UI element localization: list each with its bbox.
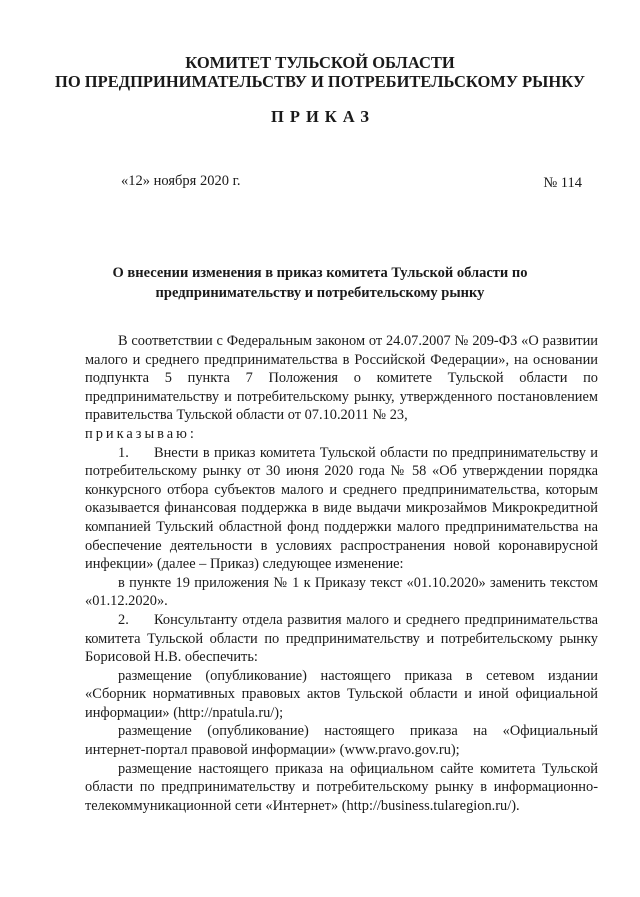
committee-name-line1: КОМИТЕТ ТУЛЬСКОЙ ОБЛАСТИ	[185, 53, 455, 72]
committee-name-line2: ПО ПРЕДПРИНИМАТЕЛЬСТВУ И ПОТРЕБИТЕЛЬСКОМУ РЫНКУ	[55, 72, 585, 91]
item-2-paragraph	[85, 611, 598, 667]
committee-name	[0, 53, 640, 91]
decree-word: приказываю:	[85, 425, 197, 442]
order-title: ПРИКАЗ	[271, 107, 375, 126]
item-1-text: Внести в приказ комитета Тульской области по предпринимательству и потребительскому рынку от 30 июня 2020 года № 58 «Об утверждении порядка конкурсного отбора субъектов малого и среднего предпринимательства, которым оказывается финансовая поддержка в виде выдачи микрозаймов Микрокредитной компанией Тульский областной фонд поддержки малого предпринимательства на обеспечение деятельности в условиях распространения новой коронавирусной инфекции» (далее – Приказ) следующее изменение:	[85, 444, 598, 573]
item-2-c-paragraph: размещение настоящего приказа на официальном сайте комитета Тульской области по предпринимательству и потребительскому рынку в информационно-телекоммуникационной сети «Интернет» (http://business.tularegion.ru/).	[85, 760, 598, 814]
item-2-b-paragraph: размещение (опубликование) настоящего приказа на «Официальный интернет-портал правовой информации» (www.pravo.gov.ru);	[85, 723, 598, 759]
item-1-number: 1.	[118, 444, 129, 461]
item-2-number: 2.	[118, 611, 129, 628]
order-subject	[60, 264, 580, 303]
order-subject-line1: О внесении изменения в приказ комитета Тульской области по	[112, 265, 528, 281]
order-body	[85, 332, 598, 815]
decree-paragraph	[85, 425, 598, 444]
item-2-a-paragraph: размещение (опубликование) настоящего приказа в сетевом издании «Сборник нормативных правовых актов Тульской области и иной официальной информации» (http://npatula.ru/);	[85, 667, 598, 721]
order-subject-line2: предпринимательству и потребительскому рынку	[155, 284, 485, 301]
item-2-text: Консультанту отдела развития малого и среднего предпринимательства комитета Тульской области по предпринимательству и потребительскому рынку Борисовой Н.В. обеспечить:	[85, 611, 598, 666]
item-1-paragraph	[85, 444, 598, 574]
item-1-change-paragraph: в пункте 19 приложения № 1 к Приказу текст «01.10.2020» заменить текстом «01.12.2020».	[85, 574, 598, 610]
intro-paragraph: В соответствии с Федеральным законом от 24.07.2007 № 209-ФЗ «О развитии малого и среднего предпринимательства в Российской Федерации», на основании подпункта 5 пункта 7 Положения о комитете Тульской области по предпринимательству и потребительскому рынку, утвержденного постановлением правительства Тульской области от 07.10.2011 № 23,	[85, 333, 598, 424]
order-number: № 114	[543, 175, 582, 191]
order-date: «12» ноября 2020 г.	[121, 173, 241, 189]
